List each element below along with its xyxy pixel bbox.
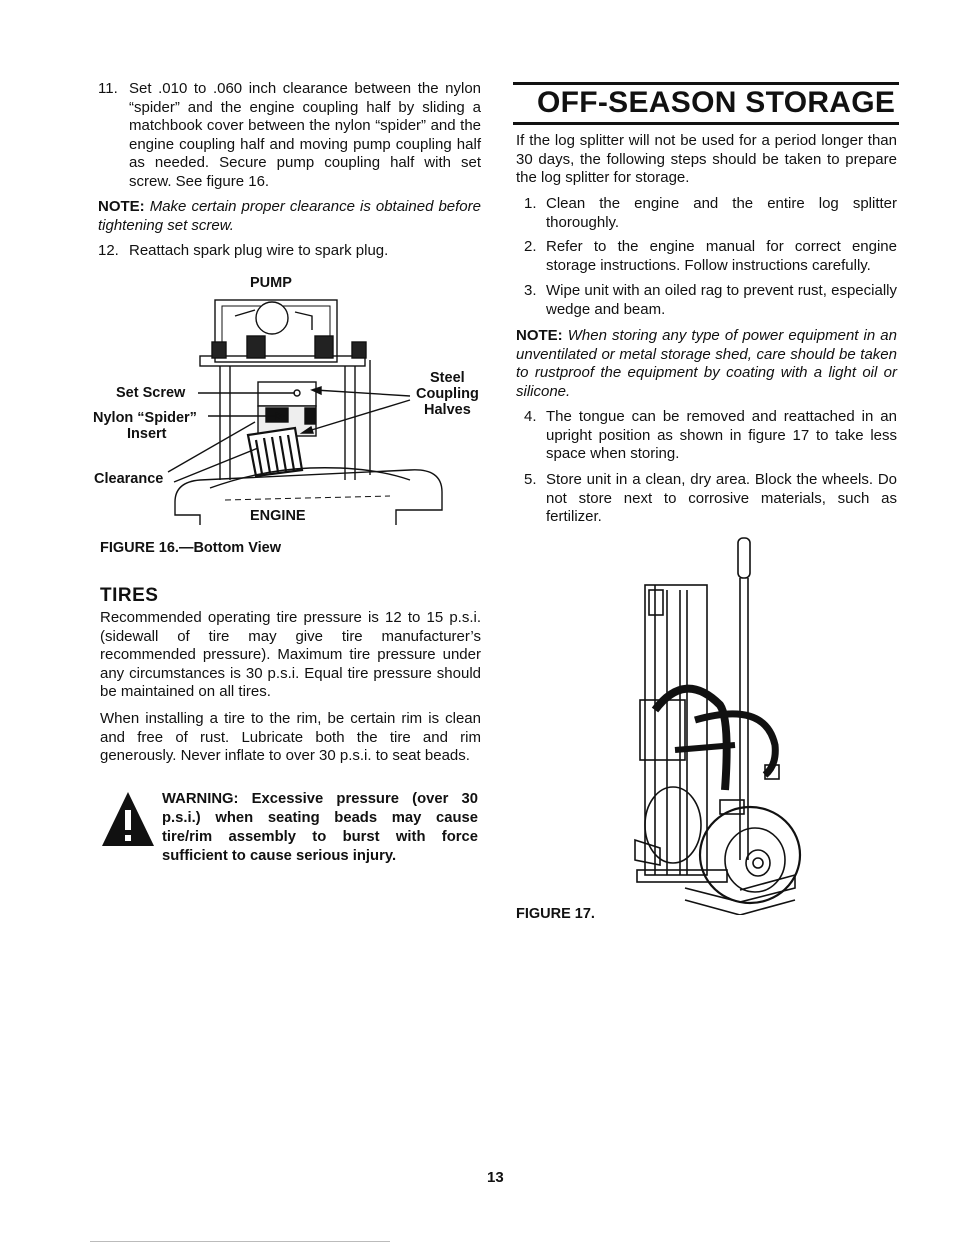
note-text: When storing any type of power equipment in an unventilated or metal storage shed, care should be taken to rustproof the equipment by coating with a light oil or silicone.: [516, 327, 897, 400]
step-number: 2.: [524, 238, 537, 255]
step-text: Reattach spark plug wire to spark plug.: [129, 242, 389, 259]
storage-step-5: [524, 471, 897, 527]
step-text: Wipe unit with an oiled rag to prevent rust, especially wedge and beam.: [546, 282, 897, 318]
bottom-scan-edge: [90, 1241, 390, 1242]
step-text: Refer to the engine manual for correct engine storage instructions. Follow instructions carefully.: [546, 238, 897, 274]
note-text: Make certain proper clearance is obtained before tightening set screw.: [98, 198, 481, 234]
step-12: [98, 242, 481, 261]
step-text: Store unit in a clean, dry area. Block the wheels. Do not store next to corrosive materials, such as fertilizer.: [546, 471, 897, 526]
step-number: 12.: [98, 242, 119, 259]
label-engine: ENGINE: [250, 508, 306, 524]
warning-text: WARNING: Excessive pressure (over 30 p.s.i.) when seating beads may cause tire/rim assembly to burst with force sufficient to cause serious injury.: [162, 791, 478, 864]
label-pump: PUMP: [250, 275, 292, 291]
step-text: The tongue can be removed and reattached in an upright position as shown in figure 17 to take less space when storing.: [546, 408, 897, 463]
step-number: 1.: [524, 195, 537, 212]
figure-17-caption: FIGURE 17.: [516, 906, 595, 922]
note-label: NOTE:: [516, 327, 563, 344]
storage-intro: If the log splitter will not be used for a period longer than 30 days, the following steps should be taken to prepare the log splitter for storage.: [516, 132, 897, 187]
label-set-screw: Set Screw: [116, 385, 186, 401]
tires-paragraph-2: When installing a tire to the rim, be certain rim is clean and free of rust. Lubricate both the tire and rim generously. Never inflate to over 30 p.s.i. to seat beads.: [100, 710, 481, 765]
step-number: 4.: [524, 408, 537, 425]
note-clearance: [98, 198, 481, 235]
step-number: 5.: [524, 471, 537, 488]
step-number: 11.: [98, 80, 118, 97]
storage-step-4: [524, 408, 897, 464]
page-number: 13: [487, 1169, 504, 1186]
tires-paragraph-1: Recommended operating tire pressure is 12 to 15 p.s.i. (sidewall of tire may give tire manufacturer’s recommended pressure). Maximum tire pressure under any circumstances is 30 p.s.i. Equal tire pressure should be maintained on all tires.: [100, 609, 481, 701]
step-number: 3.: [524, 282, 537, 299]
off-season-storage-heading: OFF-SEASON STORAGE: [537, 86, 896, 119]
heading-bottom-rule: [513, 122, 899, 125]
storage-step-1: [524, 195, 897, 232]
label-nylon-spider: Nylon “Spider”: [93, 410, 197, 426]
storage-note: [516, 327, 897, 401]
label-clearance: Clearance: [94, 471, 164, 487]
step-11: [98, 80, 481, 192]
note-label: NOTE:: [98, 198, 145, 215]
storage-step-2: [524, 238, 897, 275]
warning-block: [100, 790, 481, 870]
figure-16-caption: FIGURE 16.—Bottom View: [100, 540, 282, 556]
label-insert: Insert: [127, 426, 167, 442]
warning-triangle-icon: [100, 790, 156, 848]
label-coupling: Coupling: [416, 386, 479, 402]
figure-16: [90, 270, 490, 532]
storage-step-3: [524, 282, 897, 319]
figure-17-log-splitter-upright: [625, 530, 810, 915]
label-halves: Halves: [424, 402, 471, 418]
tires-heading: TIRES: [100, 585, 159, 606]
label-steel: Steel: [430, 370, 465, 386]
step-text: Set .010 to .060 inch clearance between the nylon “spider” and the engine coupling half by sliding a matchbook cover between the nylon “spider” and the engine coupling half and moving pump coupling half as needed. Secure pump coupling half with set screw. See figure 16.: [129, 80, 481, 190]
step-text: Clean the engine and the entire log splitter thoroughly.: [546, 195, 897, 231]
